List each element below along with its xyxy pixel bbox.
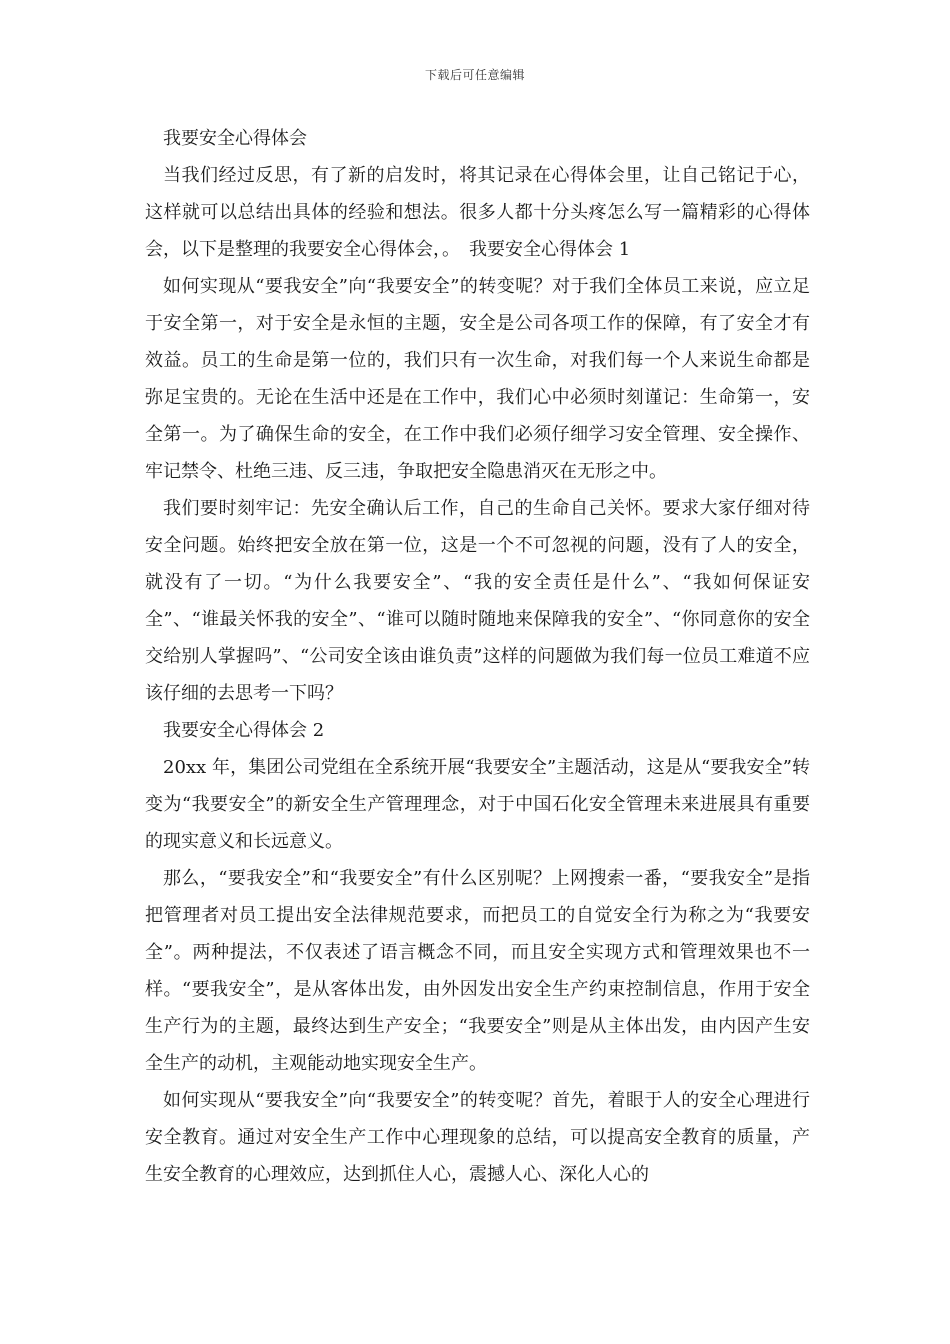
paragraph-2: 我们要时刻牢记：先安全确认后工作，自己的生命自己关怀。要求大家仔细对待安全问题。始终把安全放在第一位，这是一个不可忽视的问题，没有了人的安全，就没有了一切。“为什么我要安全”、“我的安全责任是什么”、“我如何保证安全”、“谁最关怀我的安全”、“谁可以随时随地来保障我的安全”、“你同意你的安全交给别人掌握吗”、“公司安全该由谁负责”这样的问题做为我们每一位员工难道不应该仔细的去思考一下吗？ xyxy=(145,498,810,704)
section-heading-2: 我要安全心得体会 2 xyxy=(163,720,325,741)
paragraph-1: 如何实现从“要我安全”向“我要安全”的转变呢？对于我们全体员工来说，应立足于安全第一，对于安全是永恒的主题，安全是公司各项工作的保障，有了安全才有效益。员工的生命是第一位的，我们只有一次生命，对我们每一个人来说生命都是弥足宝贵的。无论在生活中还是在工作中，我们心中必须时刻谨记：生命第一，安全第一。为了确保生命的安全，在工作中我们必须仔细学习安全管理、安全操作、牢记禁令、杜绝三违、反三违，争取把安全隐患消灭在无形之中。 xyxy=(145,276,810,482)
document-body xyxy=(145,120,810,1193)
paragraph-5: 如何实现从“要我安全”向“我要安全”的转变呢？首先，着眼于人的安全心理进行安全教育。通过对安全生产工作中心理现象的总结，可以提高安全教育的质量，产生安全教育的心理效应，达到抓住人心，震撼人心、深化人心的 xyxy=(145,1090,810,1185)
paragraph-4: 那么，“要我安全”和“我要安全”有什么区别呢？上网搜索一番，“要我安全”是指把管理者对员工提出安全法律规范要求，而把员工的自觉安全行为称之为“我要安全”。两种提法，不仅表述了语言概念不同，而且安全实现方式和管理效果也不一样。“要我安全”，是从客体出发，由外因发出安全生产约束控制信息，作用于安全生产行为的主题，最终达到生产安全；“我要安全”则是从主体出发，由内因产生安全生产的动机，主观能动地实现安全生产。 xyxy=(145,868,810,1074)
header-note: 下载后可任意编辑 xyxy=(424,68,525,82)
paragraph-3: 20xx 年，集团公司党组在全系统开展“我要安全”主题活动，这是从“要我安全”转变为“我要安全”的新安全生产管理理念，对于中国石化安全管理未来进展具有重要的现实意义和长远意义。 xyxy=(145,757,810,852)
paragraph-intro: 当我们经过反思，有了新的启发时，将其记录在心得体会里，让自己铭记于心，这样就可以总结出具体的经验和想法。很多人都十分头疼怎么写一篇精彩的心得体会，以下是整理的我要安全心得体会，。 我要安全心得体会 1 xyxy=(145,165,810,260)
document-title: 我要安全心得体会 xyxy=(163,128,307,149)
